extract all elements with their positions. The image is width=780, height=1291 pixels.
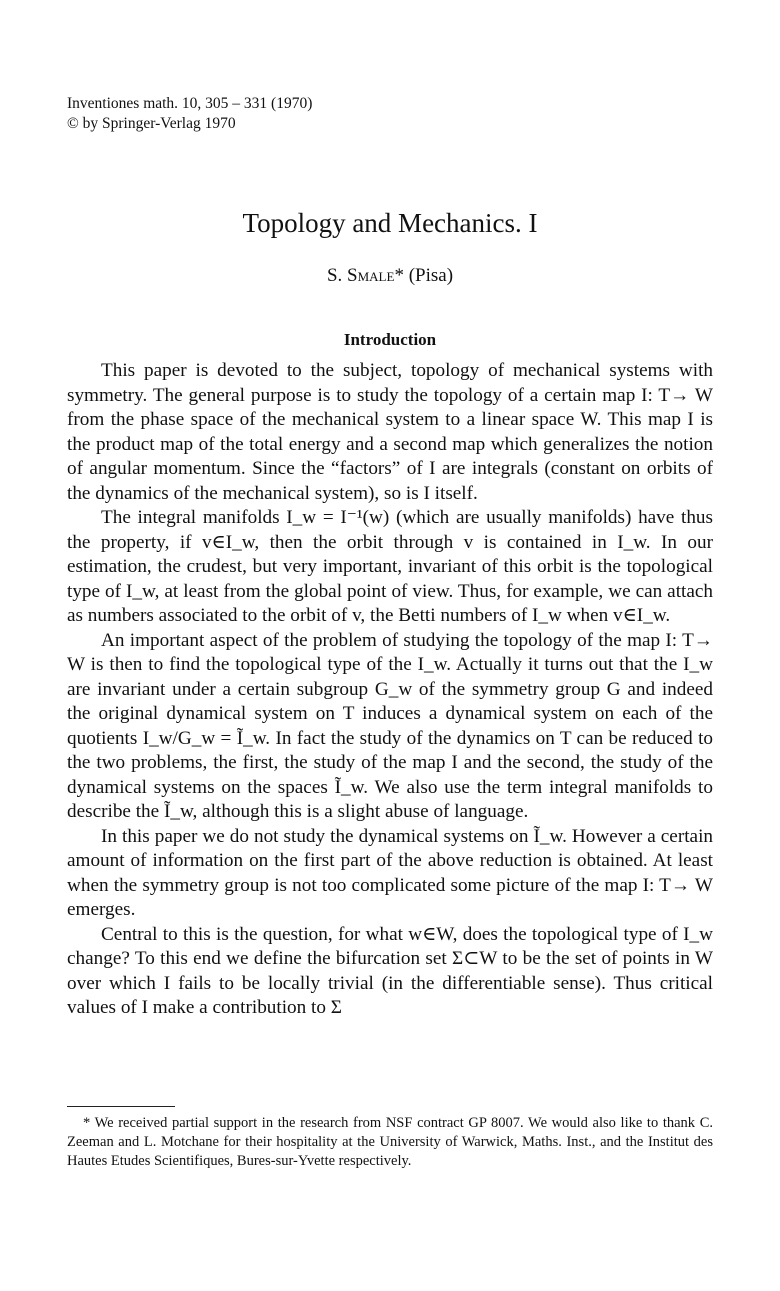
paper-title: Topology and Mechanics. I: [242, 208, 538, 238]
paragraph-5: Central to this is the question, for what w∈W, does the topological type of I_w change? To this end we define the bifurcation set Σ⊂W to be the set of points in W over which I fails to be locally trivial (in the differentiable sense). Thus critical values of I make a contribution to Σ: [67, 923, 713, 1018]
body-text: [67, 359, 713, 1021]
copyright-line: © by Springer-Verlag 1970: [67, 115, 236, 132]
journal-header: [67, 94, 312, 134]
paragraph-1: This paper is devoted to the subject, topology of mechanical systems with symmetry. The general purpose is to study the topology of a certain map I: T→ W from the phase space of the mechanical system to a linear space W. This map I is the product map of the total energy and a second map which generalizes the notion of angular momentum. Since the “factors” of I are integrals (constant on orbits of the dynamics of the mechanical system), so is I itself.: [67, 360, 713, 504]
author-initial: S.: [326, 265, 343, 286]
paragraph-2: The integral manifolds I_w = I⁻¹(w) (which are usually manifolds) have thus the property, if v∈I_w, then the orbit through v is contained in I_w. In our estimation, the crudest, but very important, invariant of this orbit is the topological type of I_w, at least from the global point of view. Thus, for example, we can attach as numbers associated to the orbit of v, the Betti numbers of I_w when v∈I_w.: [67, 507, 713, 626]
section-heading: Introduction: [343, 330, 437, 349]
author-name: Smale: [347, 265, 395, 286]
footnote-divider: [67, 1106, 175, 1107]
author-affiliation: (Pisa): [408, 265, 454, 286]
footnote: * We received partial support in the research from NSF contract GP 8007. We would also like to thank C. Zeeman and L. Motchane for their hospitality at the University of Warwick, Maths. Inst., and the Institut des Hautes Etudes Scientifiques, Bures-sur-Yvette respectively.: [67, 1115, 713, 1169]
journal-citation: Inventiones math. 10, 305 – 331 (1970): [67, 95, 313, 112]
paragraph-3: An important aspect of the problem of studying the topology of the map I: T→ W is then to find the topological type of the I_w. Actually it turns out that the I_w are invariant under a certain subgroup G_w of the symmetry group G and indeed the original dynamical system on T induces a dynamical system on each of the quotients I_w/G_w = Ĩ_w. In fact the study of the dynamics on T can be reduced to the two problems, the first, the study of the map I and the second, the study of the dynamical systems on the spaces Ĩ_w. We also use the term integral manifolds to describe the Ĩ_w, although this is a slight abuse of language.: [67, 629, 713, 822]
author-line: [0, 265, 780, 287]
paragraph-4: In this paper we do not study the dynamical systems on Ĩ_w. However a certain amount of information on the first part of the above reduction is obtained. At least when the symmetry group is not too complicated some picture of the map I: T→ W emerges.: [67, 825, 713, 920]
footnote-marker: *: [394, 265, 404, 286]
